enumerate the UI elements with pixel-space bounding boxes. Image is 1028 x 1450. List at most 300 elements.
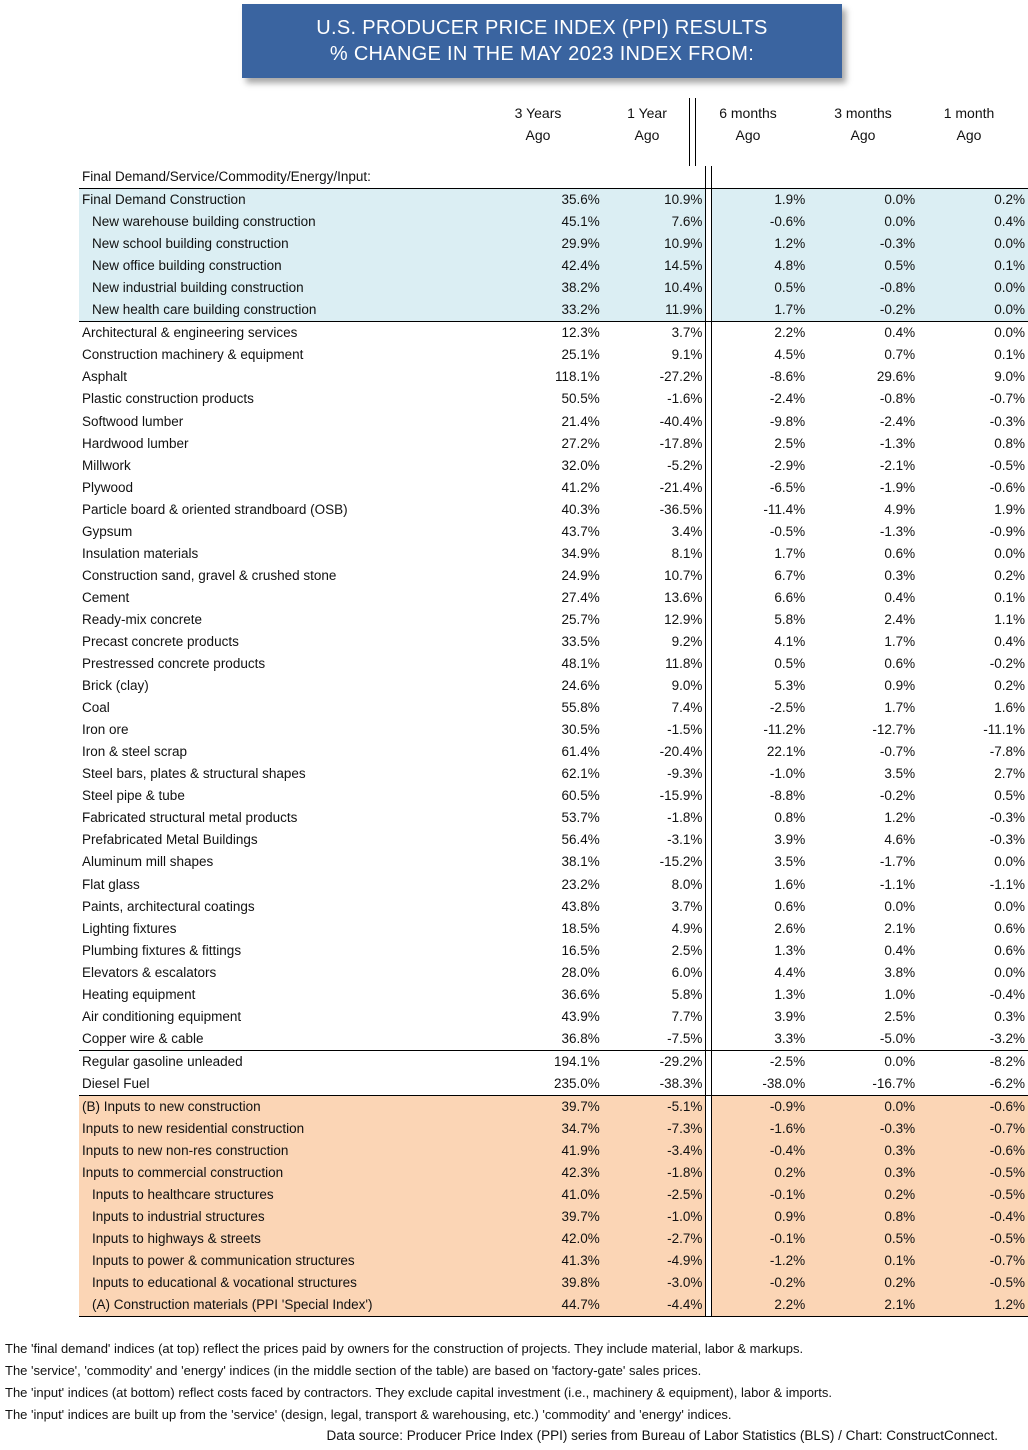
value-6-months: -1.2%	[711, 1250, 808, 1272]
value-6-months: 0.9%	[711, 1206, 808, 1228]
table-row	[79, 477, 1028, 499]
value-1-month: -0.7%	[918, 1118, 1028, 1140]
value-1-month: -0.4%	[989, 986, 1025, 1002]
table-header-row	[79, 166, 1028, 189]
row-label: New school building construction	[79, 233, 505, 255]
value-6-months: -1.6%	[711, 1118, 808, 1140]
table-row	[79, 366, 1028, 388]
value-3-years: 43.8%	[561, 898, 600, 914]
value-1-year: -7.5%	[603, 1028, 706, 1051]
value-6-months: -2.5%	[769, 700, 806, 716]
footnote: The 'final demand' indices (at top) reflect the prices paid by owners for the construction of projects. They include material, labor & markups.	[5, 1341, 804, 1356]
value-3-months: 0.0%	[808, 1095, 918, 1118]
value-3-years: 118.1%	[555, 369, 600, 385]
value-1-year: -3.4%	[603, 1140, 706, 1162]
value-6-months: 4.8%	[711, 255, 808, 277]
value-1-year: 3.7%	[603, 896, 706, 918]
value-1-month: -8.2%	[989, 1053, 1025, 1069]
value-6-months: -8.8%	[769, 788, 806, 804]
value-1-year: -40.4%	[603, 411, 706, 433]
value-1-year: -29.2%	[603, 1050, 706, 1073]
value-3-months: 2.1%	[808, 1294, 918, 1317]
value-6-months: 5.3%	[774, 678, 806, 694]
value-1-month: -0.6%	[989, 479, 1025, 495]
value-1-year: -27.2%	[603, 366, 706, 388]
row-label: Insulation materials	[82, 545, 199, 561]
value-3-months: 3.5%	[884, 766, 916, 782]
value-6-months: 2.6%	[774, 920, 806, 936]
value-3-months: -0.2%	[879, 788, 916, 804]
value-1-month: 0.6%	[994, 920, 1025, 936]
value-1-month: 0.6%	[994, 942, 1025, 958]
row-label: Elevators & escalators	[82, 964, 217, 980]
value-1-year: 12.9%	[603, 609, 706, 631]
footnotes	[5, 1338, 832, 1426]
value-1-year: -38.3%	[603, 1073, 706, 1096]
table-row	[79, 962, 1028, 984]
value-3-years: 21.4%	[561, 413, 600, 429]
value-1-month: -0.5%	[918, 1272, 1028, 1294]
value-1-month: -0.5%	[918, 1228, 1028, 1250]
value-1-month: -0.9%	[989, 523, 1025, 539]
value-6-months: -6.5%	[769, 479, 806, 495]
value-6-months: 0.8%	[774, 810, 806, 826]
row-label: Cement	[82, 589, 130, 605]
value-1-month: 0.1%	[918, 255, 1028, 277]
value-3-months: -1.1%	[879, 876, 916, 892]
value-1-year: -1.8%	[603, 807, 706, 829]
table-row	[79, 1250, 1028, 1272]
row-label: Copper wire & cable	[79, 1028, 505, 1051]
value-1-year: -1.5%	[603, 719, 706, 741]
value-3-years: 43.7%	[561, 523, 600, 539]
table-row	[79, 984, 1028, 1006]
value-1-month: -0.7%	[918, 1250, 1028, 1272]
table-row	[79, 1073, 1028, 1096]
table-row	[79, 874, 1028, 896]
value-3-months: 4.6%	[884, 832, 916, 848]
value-3-months: 1.7%	[884, 700, 916, 716]
value-6-months: 3.3%	[711, 1028, 808, 1051]
table-row	[79, 411, 1028, 433]
value-3-months: 0.2%	[808, 1184, 918, 1206]
table-row	[79, 741, 1028, 763]
table-row	[79, 1272, 1028, 1294]
value-1-month: 2.7%	[994, 766, 1025, 782]
table-row	[79, 1206, 1028, 1228]
value-3-months: 2.5%	[884, 1008, 916, 1024]
value-1-year: -5.1%	[603, 1095, 706, 1118]
value-1-year: -1.0%	[603, 1206, 706, 1228]
value-6-months: 22.1%	[766, 744, 806, 760]
table-row	[79, 233, 1028, 255]
table-row	[79, 565, 1028, 587]
value-3-years: 30.5%	[561, 722, 600, 738]
value-1-month: 0.0%	[994, 325, 1025, 341]
table-row	[79, 631, 1028, 653]
value-3-months: 0.4%	[884, 325, 916, 341]
row-label: New office building construction	[79, 255, 505, 277]
value-6-months: 6.7%	[774, 567, 806, 583]
value-3-months: 0.0%	[808, 189, 918, 212]
row-label: Inputs to educational & vocational structures	[79, 1272, 505, 1294]
value-3-years: 235.0%	[505, 1073, 603, 1096]
title-line-1: U.S. PRODUCER PRICE INDEX (PPI) RESULTS	[316, 17, 768, 39]
column-divider	[689, 98, 690, 166]
value-1-year: -17.8%	[603, 433, 706, 455]
value-3-months: 0.5%	[808, 1228, 918, 1250]
value-3-years: 39.7%	[505, 1095, 603, 1118]
value-1-year: 7.7%	[603, 1006, 706, 1028]
value-6-months: -0.4%	[711, 1140, 808, 1162]
table-row	[79, 211, 1028, 233]
value-1-year: -15.2%	[603, 851, 706, 873]
value-1-year: 8.1%	[603, 543, 706, 565]
value-1-year: -2.7%	[603, 1228, 706, 1250]
row-label: Iron & steel scrap	[82, 744, 188, 760]
value-6-months: 0.6%	[774, 898, 806, 914]
value-6-months: -0.2%	[711, 1272, 808, 1294]
value-3-years: 38.2%	[505, 277, 603, 299]
value-1-month: -6.2%	[918, 1073, 1028, 1096]
value-3-months: 0.8%	[808, 1206, 918, 1228]
value-3-months: 0.0%	[884, 1053, 916, 1069]
value-3-years: 40.3%	[561, 501, 600, 517]
value-3-years: 16.5%	[561, 942, 600, 958]
value-6-months: 1.9%	[711, 189, 808, 212]
value-3-months: 0.3%	[808, 1162, 918, 1184]
title-line-2: % CHANGE IN THE MAY 2023 INDEX FROM:	[329, 43, 755, 65]
table-row	[79, 1162, 1028, 1184]
row-label: Steel bars, plates & structural shapes	[82, 766, 306, 782]
value-3-months: 0.6%	[884, 656, 916, 672]
value-6-months: -9.8%	[769, 413, 806, 429]
value-1-month: -0.6%	[918, 1140, 1028, 1162]
table-row	[79, 1118, 1028, 1140]
value-3-years: 12.3%	[561, 325, 600, 341]
value-1-year: -4.9%	[603, 1250, 706, 1272]
column-header-1-year: 1 Year Ago	[627, 105, 667, 143]
value-1-month: -0.5%	[918, 1184, 1028, 1206]
table-row	[79, 697, 1028, 719]
value-3-years: 28.0%	[561, 964, 600, 980]
row-label: Iron ore	[82, 722, 129, 738]
value-1-year: 3.7%	[603, 322, 706, 345]
value-3-years: 39.7%	[505, 1206, 603, 1228]
value-6-months: 1.7%	[711, 299, 808, 322]
table-row	[79, 189, 1028, 212]
value-3-months: 0.3%	[884, 567, 916, 583]
value-1-year: 9.2%	[603, 631, 706, 653]
value-3-months: -12.7%	[872, 722, 916, 738]
value-1-year: -1.8%	[603, 1162, 706, 1184]
row-label: Regular gasoline unleaded	[82, 1053, 243, 1069]
row-label: Prefabricated Metal Buildings	[82, 832, 258, 848]
value-6-months: 1.6%	[774, 876, 806, 892]
data-source: Data source: Producer Price Index (PPI) series from Bureau of Labor Statistics (BLS) / Chart: ConstructConnect.	[326, 1428, 998, 1443]
column-header-3-months: 3 months Ago	[834, 105, 892, 143]
row-label: Ready-mix concrete	[82, 611, 203, 627]
value-3-months: -2.1%	[879, 457, 916, 473]
value-3-months: -0.3%	[808, 233, 918, 255]
value-1-year: 10.7%	[603, 565, 706, 587]
value-1-month: 0.1%	[994, 589, 1025, 605]
value-3-months: 4.9%	[884, 501, 916, 517]
value-3-months: 1.7%	[884, 634, 916, 649]
value-3-months: -0.2%	[808, 299, 918, 322]
value-3-months: -0.3%	[808, 1118, 918, 1140]
value-3-years: 29.9%	[505, 233, 603, 255]
row-label: Inputs to new residential construction	[79, 1118, 505, 1140]
value-3-years: 24.6%	[561, 678, 600, 694]
table-row	[79, 255, 1028, 277]
row-label: Air conditioning equipment	[82, 1008, 242, 1024]
value-3-years: 41.0%	[505, 1184, 603, 1206]
value-1-year: -2.5%	[603, 1184, 706, 1206]
value-1-year: -20.4%	[603, 741, 706, 763]
value-3-years: 194.1%	[554, 1053, 600, 1069]
table-row	[79, 1095, 1028, 1118]
value-3-years: 42.4%	[505, 255, 603, 277]
value-1-year: 8.0%	[603, 874, 706, 896]
table-row	[79, 1028, 1028, 1051]
value-1-year: -3.0%	[603, 1272, 706, 1294]
value-1-month: 0.2%	[994, 567, 1025, 583]
value-3-months: 3.8%	[884, 964, 916, 980]
value-3-years: 41.2%	[561, 479, 600, 495]
row-label: Coal	[82, 700, 110, 716]
value-1-month: 0.0%	[918, 277, 1028, 299]
value-3-years: 33.5%	[561, 634, 600, 649]
title-banner	[242, 4, 842, 78]
value-6-months: 2.2%	[711, 1294, 808, 1317]
value-3-months: 1.2%	[884, 810, 916, 826]
row-label: Particle board & oriented strandboard (OSB)	[82, 501, 348, 517]
value-6-months: 0.5%	[711, 277, 808, 299]
value-6-months: 1.2%	[711, 233, 808, 255]
value-1-year: -7.3%	[603, 1118, 706, 1140]
value-1-month: -0.6%	[918, 1095, 1028, 1118]
table-row	[79, 829, 1028, 851]
value-1-year: 10.4%	[603, 277, 706, 299]
value-1-year: 9.1%	[603, 344, 706, 366]
value-3-months: -0.8%	[879, 391, 916, 407]
value-3-years: 34.9%	[561, 545, 600, 561]
value-1-year: -15.9%	[603, 785, 706, 807]
value-3-years: 23.2%	[561, 876, 600, 892]
row-label: Inputs to commercial construction	[79, 1162, 505, 1184]
row-label: Precast concrete products	[82, 634, 239, 649]
value-1-year: -21.4%	[603, 477, 706, 499]
value-3-months: 0.6%	[884, 545, 916, 561]
table-row	[79, 322, 1028, 345]
row-label: Millwork	[82, 457, 131, 473]
value-3-years: 60.5%	[561, 788, 600, 804]
table-row	[79, 1294, 1028, 1317]
value-3-years: 62.1%	[561, 766, 600, 782]
value-3-years: 41.9%	[505, 1140, 603, 1162]
row-label: New industrial building construction	[79, 277, 505, 299]
value-3-years: 42.0%	[505, 1228, 603, 1250]
value-1-month: 0.2%	[994, 678, 1025, 694]
value-3-months: 0.7%	[884, 347, 916, 363]
value-3-years: 42.3%	[505, 1162, 603, 1184]
row-label: Asphalt	[82, 369, 128, 385]
value-3-years: 38.1%	[561, 854, 600, 870]
value-1-year: 5.8%	[603, 984, 706, 1006]
value-1-year: 10.9%	[603, 189, 706, 212]
value-1-year: -5.2%	[603, 455, 706, 477]
value-1-month: -0.5%	[989, 457, 1025, 473]
value-1-month: -0.3%	[989, 810, 1025, 826]
value-3-months: 0.5%	[808, 255, 918, 277]
value-1-month: 0.4%	[994, 634, 1025, 649]
table-row	[79, 653, 1028, 675]
value-3-years: 39.8%	[505, 1272, 603, 1294]
table-row	[79, 433, 1028, 455]
value-1-month: -0.2%	[989, 656, 1025, 672]
value-3-months: -1.3%	[879, 523, 916, 539]
row-label: Final Demand Construction	[79, 189, 505, 212]
table-row	[79, 388, 1028, 410]
value-1-year: 9.0%	[603, 675, 706, 697]
value-6-months: -8.6%	[769, 369, 806, 385]
value-3-years: 48.1%	[561, 656, 600, 672]
table-row	[79, 918, 1028, 940]
table-row	[79, 785, 1028, 807]
row-label: Aluminum mill shapes	[82, 854, 214, 870]
value-1-year: -36.5%	[603, 499, 706, 521]
value-1-year: 11.8%	[603, 653, 706, 675]
value-1-year: 3.4%	[603, 521, 706, 543]
value-3-years: 53.7%	[561, 810, 600, 826]
value-1-year: 4.9%	[603, 918, 706, 940]
value-6-months: 2.2%	[774, 325, 806, 341]
table-row	[79, 1140, 1028, 1162]
value-3-years: 25.7%	[561, 611, 600, 627]
table-row	[79, 587, 1028, 609]
table-row	[79, 719, 1028, 741]
value-6-months: -11.2%	[763, 722, 806, 738]
table-row	[79, 1006, 1028, 1028]
column-header-3-years: 3 Years Ago	[514, 105, 562, 143]
row-label: (A) Construction materials (PPI 'Special Index')	[79, 1294, 505, 1317]
value-3-months: 0.4%	[884, 942, 916, 958]
value-6-months: 6.6%	[774, 589, 806, 605]
value-1-year: 11.9%	[603, 299, 706, 322]
value-1-month: 0.0%	[994, 854, 1025, 870]
value-6-months: -2.5%	[769, 1053, 806, 1069]
value-1-month: 0.2%	[918, 189, 1028, 212]
value-6-months: 1.7%	[774, 545, 806, 561]
row-label: Inputs to power & communication structures	[79, 1250, 505, 1272]
row-label: Inputs to highways & streets	[79, 1228, 505, 1250]
value-3-years: 41.3%	[505, 1250, 603, 1272]
value-3-years: 25.1%	[561, 347, 600, 363]
value-6-months: 5.8%	[774, 611, 806, 627]
value-6-months: 3.5%	[774, 854, 806, 870]
row-label: New warehouse building construction	[79, 211, 505, 233]
value-6-months: 0.2%	[711, 1162, 808, 1184]
value-3-years: 43.9%	[561, 1008, 600, 1024]
value-3-months: -0.8%	[808, 277, 918, 299]
value-6-months: 3.9%	[774, 1008, 806, 1024]
value-6-months: 0.5%	[774, 656, 806, 672]
value-3-years: 27.2%	[561, 435, 600, 451]
value-1-month: 0.0%	[994, 545, 1025, 561]
value-6-months: -0.1%	[711, 1228, 808, 1250]
value-1-month: 0.1%	[994, 347, 1025, 363]
row-label: Inputs to new non-res construction	[79, 1140, 505, 1162]
value-1-month: -0.7%	[989, 391, 1025, 407]
value-1-month: 1.2%	[918, 1294, 1028, 1317]
row-label: Paints, architectural coatings	[82, 898, 255, 914]
value-1-month: 0.3%	[994, 1008, 1025, 1024]
value-6-months: 4.5%	[774, 347, 806, 363]
value-3-years: 27.4%	[561, 589, 600, 605]
table-row	[79, 1184, 1028, 1206]
value-6-months: -2.4%	[769, 391, 806, 407]
value-6-months: -1.0%	[769, 766, 806, 782]
value-1-month: 0.0%	[994, 898, 1025, 914]
value-3-months: 0.2%	[808, 1272, 918, 1294]
value-3-months: -2.4%	[879, 413, 916, 429]
value-3-months: -1.9%	[879, 479, 916, 495]
value-6-months: -11.4%	[763, 501, 806, 517]
value-3-years: 55.8%	[561, 700, 600, 716]
value-1-month: -11.1%	[983, 722, 1025, 738]
row-label: Lighting fixtures	[82, 920, 177, 936]
value-3-years: 44.7%	[505, 1294, 603, 1317]
value-3-months: 0.9%	[884, 678, 916, 694]
value-3-years: 56.4%	[561, 832, 600, 848]
value-3-years: 35.6%	[505, 189, 603, 212]
value-3-years: 24.9%	[561, 567, 600, 583]
table-row	[79, 851, 1028, 873]
value-1-month: -3.2%	[918, 1028, 1028, 1051]
value-3-years: 18.5%	[561, 920, 600, 936]
value-3-months: 1.0%	[884, 986, 916, 1002]
row-label: New health care building construction	[79, 299, 505, 322]
value-3-months: 0.1%	[808, 1250, 918, 1272]
row-label: Diesel Fuel	[79, 1073, 505, 1096]
table-row	[79, 499, 1028, 521]
value-1-month: 1.6%	[994, 700, 1025, 716]
table-row	[79, 896, 1028, 918]
value-1-month: -0.4%	[918, 1206, 1028, 1228]
value-3-months: -0.7%	[879, 744, 916, 760]
column-header-6-months: 6 months Ago	[719, 105, 777, 143]
row-label: Flat glass	[82, 876, 140, 892]
value-3-months: 2.4%	[884, 611, 916, 627]
value-1-year: -1.6%	[603, 388, 706, 410]
row-label: Construction sand, gravel & crushed stone	[82, 567, 337, 583]
value-3-years: 45.1%	[505, 211, 603, 233]
value-1-year: 7.4%	[603, 697, 706, 719]
value-3-months: 0.0%	[808, 211, 918, 233]
value-1-year: 7.6%	[603, 211, 706, 233]
row-label: Plastic construction products	[82, 391, 254, 407]
row-label: Prestressed concrete products	[82, 656, 266, 672]
value-3-months: -1.7%	[879, 854, 916, 870]
value-3-years: 61.4%	[561, 744, 600, 760]
value-1-year: -9.3%	[603, 763, 706, 785]
table-row	[79, 277, 1028, 299]
row-label: Steel pipe & tube	[82, 788, 185, 804]
value-3-years: 34.7%	[505, 1118, 603, 1140]
value-1-year: -3.1%	[603, 829, 706, 851]
value-3-months: 0.4%	[884, 589, 916, 605]
